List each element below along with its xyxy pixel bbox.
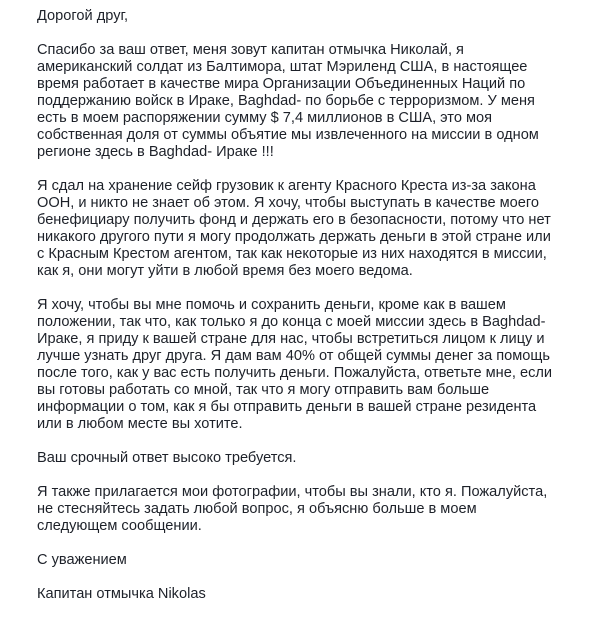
signature [37, 586, 597, 603]
text-line: не стесняйтесь задать любой вопрос, я объясню больше в моем [37, 501, 477, 517]
text-line: Я сдал на хранение сейф грузовик к агенту Красного Креста из-за закона [37, 178, 536, 194]
text-line: американский солдат из Балтимора, штат Мэриленд США, в настоящее [37, 59, 528, 75]
paragraph-intro [37, 42, 597, 161]
text-line: вы готовы работать со мной, так что я могу отправить вам больше [37, 382, 490, 398]
text-line: собственная доля от суммы объятие мы извлеченного на миссии в одном [37, 127, 539, 143]
text-line: Я также прилагается мои фотографии, чтобы вы знали, кто я. Пожалуйста, [37, 484, 548, 500]
text-line: Дорогой друг, [37, 8, 129, 24]
paragraph-red-cross [37, 178, 597, 280]
text-line: ООН, и никто не знает об этом. Я хочу, чтобы выступать в качестве моего [37, 195, 540, 211]
text-line: бенефициару получить фонд и держать его в безопасности, потому что нет [37, 212, 551, 228]
text-line: Капитан отмычка Nikolas [37, 586, 206, 602]
paragraph-urgent [37, 450, 597, 467]
text-line: или в любом месте вы хотите. [37, 416, 243, 432]
text-line: с Красным Крестом агентом, так как некоторые из них находятся в миссии, [37, 246, 547, 262]
text-line: лучше узнать друг друга. Я дам вам 40% от общей суммы денег за помощь [37, 348, 551, 364]
text-line: как я, они могут уйти в любой время без моего ведома. [37, 263, 413, 279]
text-line: время работает в качестве мира Организации Объединенных Наций по [37, 76, 526, 92]
greeting [37, 8, 597, 25]
text-line: Ираке, я приду к вашей стране для нас, чтобы встретиться лицом к лицу и [37, 331, 545, 347]
text-line: С уважением [37, 552, 127, 568]
text-line: поддержанию войск в Ираке, Baghdad- по борьбе с терроризмом. У меня [37, 93, 535, 109]
letter-body [37, 8, 597, 620]
text-line: информации о том, как я бы отправить деньги в вашей стране резидента [37, 399, 537, 415]
text-line: следующем сообщении. [37, 518, 202, 534]
text-line: регионе здесь в Baghdad- Ираке !!! [37, 144, 274, 160]
text-line: после того, как у вас есть получить деньги. Пожалуйста, ответьте мне, если [37, 365, 553, 381]
text-line: положении, так что, как только я до конца с моей миссии здесь в Baghdad- [37, 314, 546, 330]
paragraph-request [37, 297, 597, 433]
text-line: есть в моем распоряжении сумму $ 7,4 миллионов в США, это моя [37, 110, 493, 126]
text-line: Спасибо за ваш ответ, меня зовут капитан отмычка Николай, я [37, 42, 464, 58]
paragraph-photos [37, 484, 597, 535]
text-line: никакого другого пути я могу продолжать держать деньги в этой стране или [37, 229, 551, 245]
text-line: Ваш срочный ответ высоко требуется. [37, 450, 297, 466]
text-line: Я хочу, чтобы вы мне помочь и сохранить деньги, кроме как в вашем [37, 297, 506, 313]
closing [37, 552, 597, 569]
